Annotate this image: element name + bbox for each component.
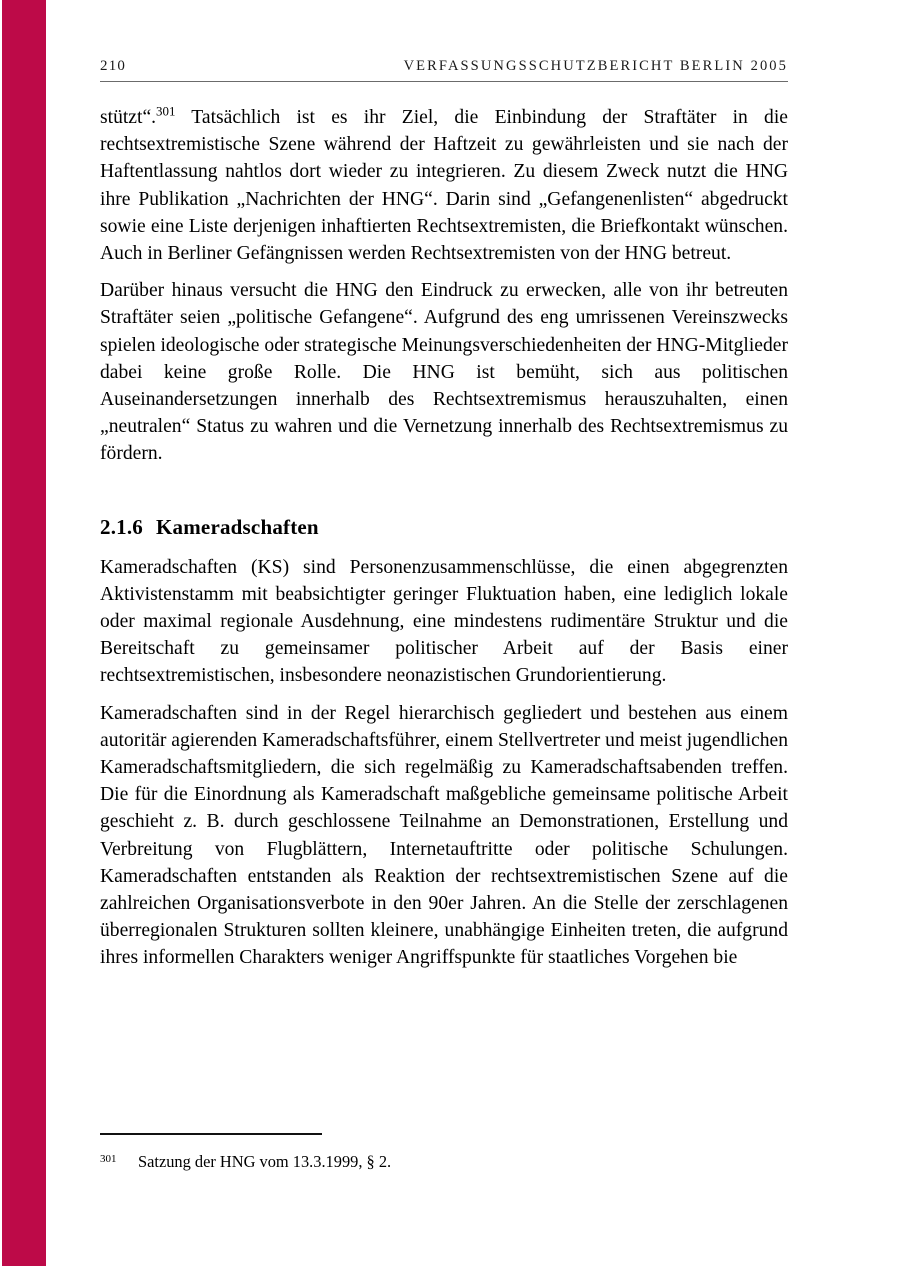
footnote-item xyxy=(100,1151,788,1175)
paragraph-hng-neutrality: Darüber hinaus versucht die HNG den Eindruck zu erwecken, alle von ihr betreuten Straftäter seien „politische Gefangene“. Aufgrund des eng umrissenen Vereinszwecks spielen ideologische oder strategische Meinungsverschiedenheiten der HNG-Mitglieder dabei keine große Rolle. Die HNG ist bemüht, sich aus politischen Auseinandersetzungen innerhalb des Rechtsextremismus herauszuhalten, einen „neutralen“ Status zu wahren und die Vernetzung innerhalb des Rechtsextremismus zu fördern. xyxy=(100,280,788,465)
paragraph-ks-structure: Kameradschaften sind in der Regel hierarchisch gegliedert und bestehen aus einem autoritär agierenden Kameradschaftsführer, einem Stellvertreter und meist jugendlichen Kameradschaftsmitgliedern, die sich regelmäßig zu Kameradschaftsabenden treffen. Die für die Einordnung als Kameradschaft maßgebliche gemeinsame politische Arbeit geschieht z. B. durch geschlossene Teilnahme an Demonstrationen, Erstellung und Verbreitung von Flugblättern, Internetauftritte oder politische Schulungen. Kameradschaften entstanden als Reaktion der rechtsextremistischen Szene auf die zahlreichen Organisationsverbote in den 90er Jahren. An die Stelle der zerschlagenen überregionalen Strukturen sollten kleinere, unabhängige Einheiten treten, die aufgrund ihres informellen Charakters weniger Angriffspunkte für staatliches Vorgehen bie xyxy=(100,702,788,969)
paragraph-continued xyxy=(100,104,788,267)
footnote-number: 301 xyxy=(100,1153,117,1165)
footnote-text: Satzung der HNG vom 13.3.1999, § 2. xyxy=(138,1152,392,1171)
section-heading-kameradschaften xyxy=(100,513,788,541)
running-head-title: VERFASSUNGSSCHUTZBERICHT BERLIN 2005 xyxy=(403,58,788,74)
running-head xyxy=(100,58,788,82)
paragraph-ks-definition: Kameradschaften (KS) sind Personenzusammenschlüsse, die einen abgegrenzten Aktivistenstamm mit beabsichtigter geringer Fluktuation haben, eine lediglich lokale oder maximal regionale Ausdehnung, eine mindestens rudimentäre Struktur und die Bereitschaft zu gemeinsamer politischer Arbeit auf der Basis einer rechtsextremistischen, insbesondere neonazistischen Grundorientierung. xyxy=(100,556,788,687)
footnote-separator-rule xyxy=(100,1133,322,1135)
page-accent-bar xyxy=(2,0,46,1266)
footnote-reference-301[interactable]: 301 xyxy=(156,103,176,119)
page-number: 210 xyxy=(100,58,127,74)
page-content-column xyxy=(100,0,788,1273)
body-text xyxy=(100,104,788,972)
footnote-area xyxy=(100,1133,788,1175)
section-number: 2.1.6 xyxy=(100,514,143,539)
paragraph-lead-fragment: stützt“. xyxy=(100,107,157,128)
section-title: Kameradschaften xyxy=(156,514,319,539)
paragraph-body: Tatsächlich ist es ihr Ziel, die Einbindung der Straftäter in die rechtsextremistische Szene während der Haftzeit zu gewährleisten und sie nach der Haftentlassung nahtlos dort wieder zu integrieren. Zu diesem Zweck nutzt die HNG ihre Publikation „Nachrichten der HNG“. Darin sind „Gefangenenlisten“ abgedruckt sowie eine Liste derjenigen inhaftierten Rechtsextremisten, die Briefkontakt wünschen. Auch in Berliner Gefängnissen werden Rechtsextremisten von der HNG betreut. xyxy=(100,107,788,265)
